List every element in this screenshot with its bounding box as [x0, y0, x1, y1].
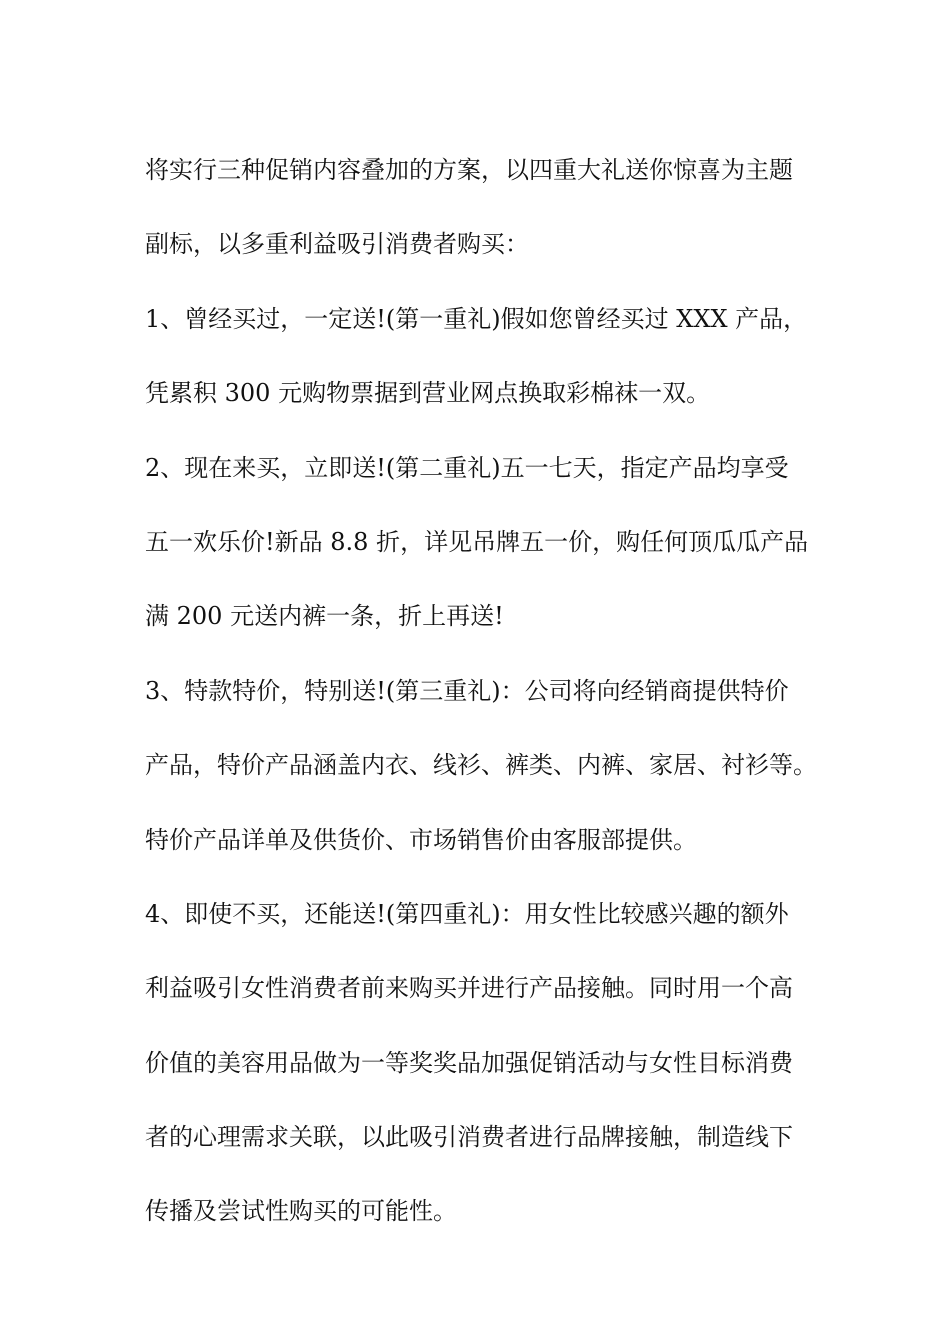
text-line-10: 特价产品详单及供货价、市场销售价由客服部提供。 — [145, 825, 697, 854]
text-line-2: 副标，以多重利益吸引消费者购买： — [145, 230, 529, 259]
text-line-7: 满 200 元送内裤一条，折上再送! — [145, 602, 504, 631]
text-line-6: 五一欢乐价!新品 8.8 折，详见吊牌五一价，购任何顶瓜瓜产品 — [145, 527, 809, 556]
text-line-4: 凭累积 300 元购物票据到营业网点换取彩棉袜一双。 — [145, 379, 711, 408]
text-line-8: 3、特款特价，特别送!(第三重礼)：公司将向经销商提供特价 — [145, 676, 789, 705]
text-line-9: 产品，特价产品涵盖内衣、线衫、裤类、内裤、家居、衬衫等。 — [145, 751, 817, 780]
body-text — [145, 133, 825, 1249]
text-line-5: 2、现在来买，立即送!(第二重礼)五一七天，指定产品均享受 — [145, 453, 789, 482]
text-line-11: 4、即使不买，还能送!(第四重礼)：用女性比较感兴趣的额外 — [145, 899, 789, 928]
text-line-1: 将实行三种促销内容叠加的方案，以四重大礼送你惊喜为主题 — [145, 156, 793, 184]
text-line-3: 1、曾经买过，一定送!(第一重礼)假如您曾经买过 XXX 产品， — [145, 304, 808, 333]
text-line-12: 利益吸引女性消费者前来购买并进行产品接触。同时用一个高 — [145, 974, 793, 1003]
text-line-13: 价值的美容用品做为一等奖奖品加强促销活动与女性目标消费 — [145, 1048, 793, 1077]
text-line-14: 者的心理需求关联，以此吸引消费者进行品牌接触，制造线下 — [145, 1123, 793, 1152]
text-line-15: 传播及尝试性购买的可能性。 — [145, 1197, 457, 1226]
